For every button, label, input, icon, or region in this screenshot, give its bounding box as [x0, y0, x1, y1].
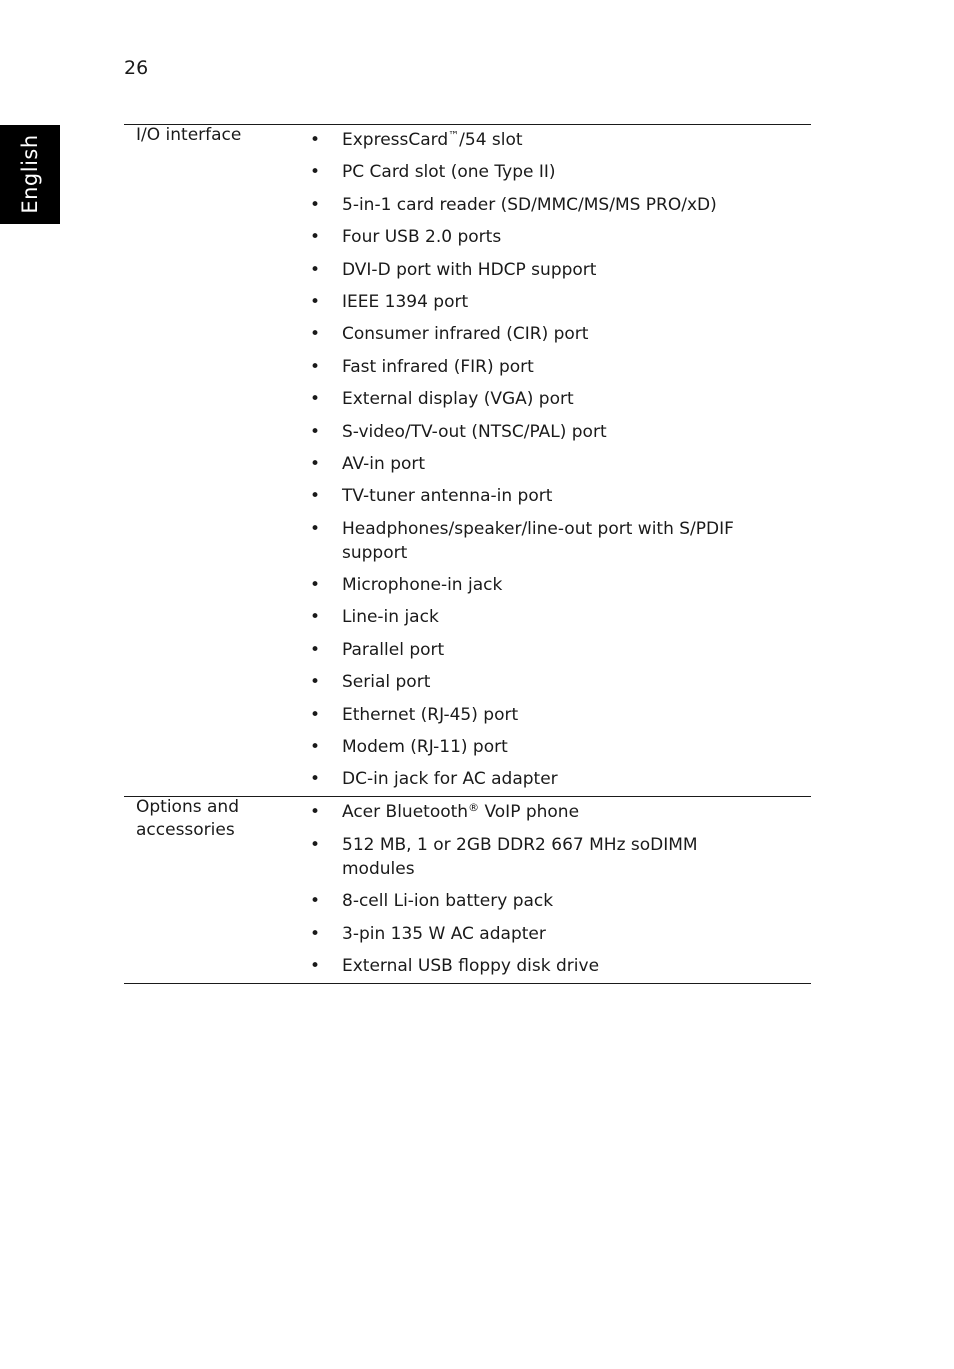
spec-item	[288, 387, 762, 411]
bullet-icon: •	[310, 324, 321, 345]
bullet-icon: •	[310, 421, 321, 442]
bullet-icon: •	[310, 923, 321, 944]
bullet-icon: •	[310, 639, 321, 660]
spec-item	[288, 225, 762, 249]
spec-item-text: Headphones/speaker/line-out port with S/PDIF support	[342, 518, 734, 563]
spec-item-text: External display (VGA) port	[342, 389, 574, 410]
spec-item-text: 8-cell Li-ion battery pack	[342, 891, 554, 912]
spec-item	[288, 322, 762, 346]
spec-item-text: External USB floppy disk drive	[342, 955, 600, 976]
trademark-mark: ™	[448, 129, 460, 142]
spec-row-label: I/O interface	[136, 125, 242, 145]
spec-item	[288, 703, 762, 727]
bullet-icon: •	[310, 453, 321, 474]
spec-item-text: Modem (RJ-11) port	[342, 737, 508, 758]
spec-item	[288, 193, 762, 217]
spec-item-text: 5-in-1 card reader (SD/MMC/MS/MS PRO/xD)	[342, 194, 717, 215]
spec-item-text: AV-in port	[342, 453, 426, 474]
spec-item-text: Line-in jack	[342, 607, 439, 628]
spec-item-list	[286, 797, 811, 983]
spec-row	[124, 796, 811, 984]
spec-item	[288, 160, 762, 184]
bullet-icon: •	[310, 834, 321, 855]
spec-item	[288, 605, 762, 629]
spec-item-text: ExpressCard	[342, 130, 449, 150]
spec-item-text: Microphone-in jack	[342, 575, 503, 596]
spec-item	[288, 355, 762, 379]
spec-item	[288, 484, 762, 508]
spec-item	[288, 258, 762, 282]
spec-item	[288, 452, 762, 476]
bullet-icon: •	[310, 672, 321, 693]
bullet-icon: •	[310, 769, 321, 790]
spec-item	[288, 420, 762, 444]
spec-row-label: Options and accessories	[136, 797, 239, 841]
bullet-icon: •	[310, 389, 321, 410]
spec-item-text: Consumer infrared (CIR) port	[342, 324, 589, 345]
spec-item	[288, 735, 762, 759]
spec-row	[124, 124, 811, 796]
bullet-icon: •	[310, 130, 321, 150]
bullet-icon: •	[310, 737, 321, 758]
bullet-icon: •	[310, 162, 321, 183]
bullet-icon: •	[310, 955, 321, 976]
bullet-icon: •	[310, 194, 321, 215]
spec-item	[288, 517, 762, 565]
bullet-icon: •	[310, 227, 321, 248]
bullet-icon: •	[310, 518, 321, 539]
spec-item-text: TV-tuner antenna-in port	[342, 486, 553, 507]
spec-item	[288, 573, 762, 597]
specification-table	[124, 124, 811, 984]
spec-item-text: Acer Bluetooth	[342, 802, 469, 823]
spec-item	[288, 833, 762, 881]
spec-item-list	[286, 125, 811, 796]
bullet-icon: •	[310, 291, 321, 312]
spec-item-text: IEEE 1394 port	[342, 291, 469, 312]
bullet-icon: •	[310, 575, 321, 596]
spec-item-text: Four USB 2.0 ports	[342, 227, 502, 248]
bullet-icon: •	[310, 259, 321, 280]
language-tab	[0, 125, 60, 224]
spec-item-text: PC Card slot (one Type II)	[342, 162, 556, 183]
spec-item-text: DVI-D port with HDCP support	[342, 259, 597, 280]
spec-item-text: 3-pin 135 W AC adapter	[342, 923, 546, 944]
spec-item-text: Ethernet (RJ-45) port	[342, 704, 519, 725]
bullet-icon: •	[310, 704, 321, 725]
spec-item-text: 512 MB, 1 or 2GB DDR2 667 MHz soDIMM modules	[342, 834, 698, 879]
spec-item-text: Fast infrared (FIR) port	[342, 356, 534, 377]
spec-item-text: S-video/TV-out (NTSC/PAL) port	[342, 421, 607, 442]
bullet-icon: •	[310, 607, 321, 628]
language-tab-label: English	[18, 134, 42, 214]
spec-item	[288, 290, 762, 314]
spec-item-text-rest: VoIP phone	[479, 802, 580, 823]
spec-item	[288, 767, 762, 791]
trademark-mark: ®	[468, 801, 480, 815]
spec-item-text: Serial port	[342, 672, 431, 693]
spec-item-text: DC-in jack for AC adapter	[342, 769, 558, 790]
bullet-icon: •	[310, 486, 321, 507]
bullet-icon: •	[310, 891, 321, 912]
spec-item	[288, 954, 762, 978]
spec-item	[288, 670, 762, 694]
bullet-icon: •	[310, 356, 321, 377]
spec-item	[288, 889, 762, 913]
spec-item-text-rest: /54 slot	[459, 130, 523, 150]
spec-item	[288, 922, 762, 946]
spec-item	[288, 128, 762, 152]
spec-item-text: Parallel port	[342, 639, 445, 660]
spec-item	[288, 638, 762, 662]
spec-item	[288, 800, 762, 824]
bullet-icon: •	[310, 802, 321, 823]
page-number: 26	[124, 57, 149, 79]
